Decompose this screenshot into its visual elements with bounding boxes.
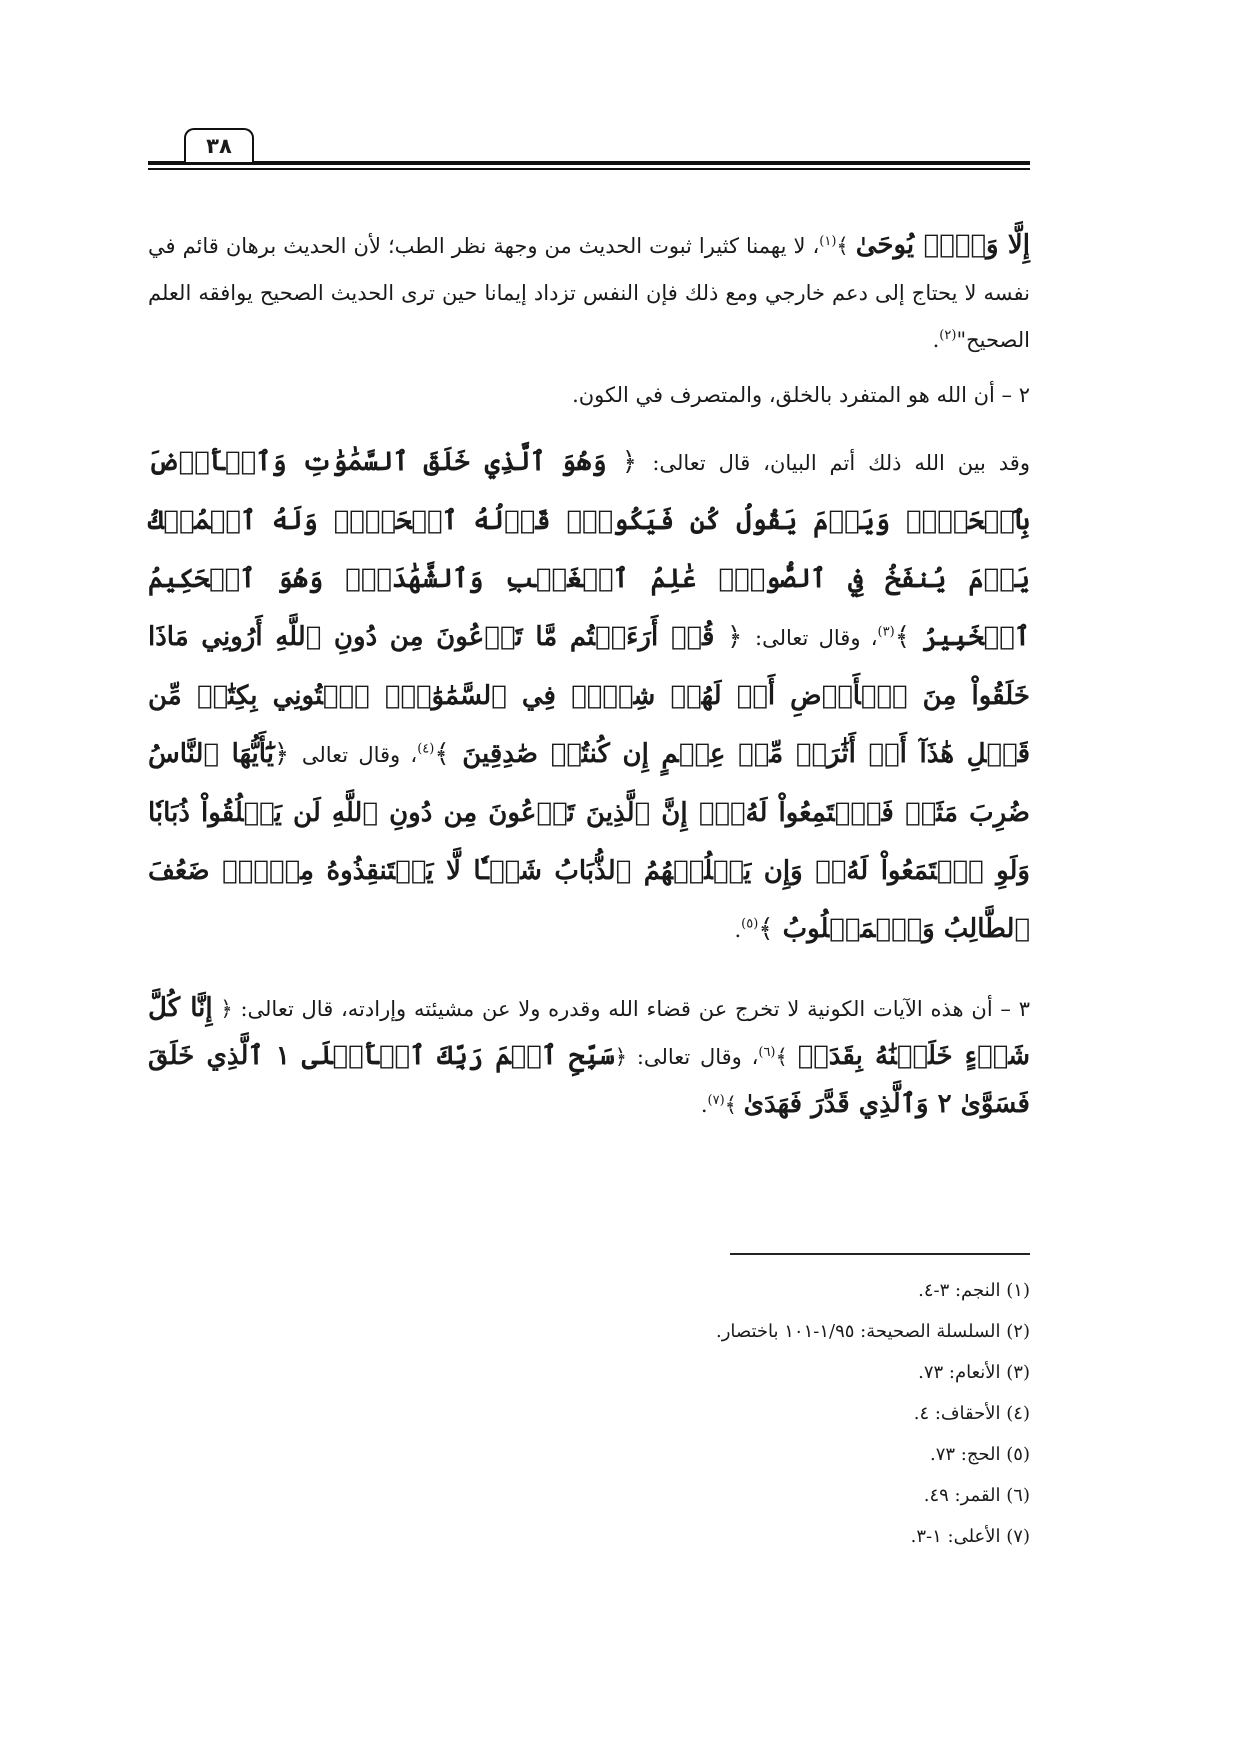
- verse-close-ornament: ﴾: [758, 914, 774, 944]
- quran-verse-hajj: يَٰٓأَيُّهَا ٱلنَّاسُ ضُرِبَ مَثَلٞ فَٱسۡتَمِعُواْ لَهُۥٓۚ إِنَّ ٱلَّذِينَ تَدۡعُونَ مِن دُونِ ٱللَّهِ لَن يَخۡلُقُواْ ذُبَابٗا وَلَوِ ٱجۡتَمَعُواْ لَهُۥۖ وَإِن يَسۡلُبۡهُمُ ٱلذُّبَابُ شَيۡـٔٗا لَّا يَسۡتَنقِذُوهُ مِنۡهُۚ ضَعُفَ ٱلطَّالِبُ وَٱلۡمَطۡلُوبُ: [148, 739, 1030, 944]
- header-rule-thin: [148, 168, 1030, 170]
- point-2-heading: ٢ – أن الله هو المتفرد بالخلق، والمتصرف في الكون.: [572, 383, 1030, 407]
- quran-verse-ahqaf: قُلۡ أَرَءَيۡتُم مَّا تَدۡعُونَ مِن دُونِ ٱللَّهِ أَرُونِي مَاذَا خَلَقُواْ مِنَ ٱلۡأَرۡضِ أَمۡ لَهُمۡ شِرۡكٞ فِي ٱلسَّمَٰوَٰتِۖ ٱئۡتُونِي بِكِتَٰبٖ مِّن قَبۡلِ هَٰذَآ أَوۡ أَثَٰرَةٖ مِّنۡ عِلۡمٍ إِن كُنتُمۡ صَٰدِقِينَ: [148, 622, 1030, 769]
- footnote-ref-5: (٥): [741, 916, 759, 932]
- footnote-6: (٦) القمر: ٤٩.: [923, 1485, 1030, 1506]
- footnote-3: (٣) الأنعام: ٧٣.: [918, 1362, 1030, 1383]
- paragraph-decree: ٣ – أن هذه الآيات الكونية لا تخرج عن قضاء الله وقدره ولا عن مشيئته وإرادته، قال تعالى: ﴿ إِنَّا كُلَّ شَيۡءٍ خَلَقۡنَٰهُ بِقَدَرٖ ﴾$^{(٦)}$، وقال تعالى: ﴿سَبِّحِ ٱسۡمَ رَبِّكَ ٱلۡأَعۡلَى ١ ٱلَّذِي خَلَقَ فَسَوَّىٰ ٢ وَٱلَّذِي قَدَّرَ فَهَدَىٰ ﴾$^{(٧)}$.: [148, 993, 1030, 1119]
- connector-text: ، وقال تعالى:: [755, 626, 878, 650]
- footnote-ref-2: (٢): [939, 328, 957, 343]
- page-body: [148, 222, 1030, 1129]
- footnote-5: (٥) الحج: ٧٣.: [929, 1444, 1030, 1465]
- footnote-ref-1: (١): [819, 234, 837, 249]
- footnote-ref-4: (٤): [417, 741, 435, 757]
- quran-verse-qamar: إِنَّا كُلَّ شَيۡءٍ خَلَقۡنَٰهُ بِقَدَرٖ: [148, 993, 1030, 1071]
- verse-open-ornament: ﴿: [273, 739, 290, 769]
- header-rule-thick: [148, 161, 1030, 165]
- quran-verse-najm: إِلَّا وَحۡيٞ يُوحَىٰ: [855, 230, 1030, 260]
- footnotes: [148, 1270, 1030, 1557]
- verse-close-ornament: ﴾: [775, 1045, 788, 1069]
- verse-close-ornament: ﴾: [894, 622, 910, 652]
- verse-close-ornament: ﴾: [724, 1093, 737, 1117]
- page-number: ٣٨: [206, 134, 232, 158]
- intro-text: وقد بين الله ذلك أتم البيان، قال تعالى:: [652, 451, 1030, 475]
- verse-open-ornament: ﴿: [614, 1045, 628, 1069]
- page-header: [148, 128, 1030, 168]
- footnote-7: (٧) الأعلى: ١-٣.: [910, 1526, 1030, 1547]
- connector-text: ، وقال تعالى:: [636, 1045, 759, 1069]
- footnote-ref-6: (٦): [758, 1045, 776, 1060]
- footnote-1: (١) النجم: ٣-٤.: [918, 1280, 1030, 1301]
- verse-close-ornament: ﴾: [836, 234, 849, 258]
- quran-verse-ala: سَبِّحِ ٱسۡمَ رَبِّكَ ٱلۡأَعۡلَى ١ ٱلَّذِي خَلَقَ فَسَوَّىٰ ٢ وَٱلَّذِي قَدَّرَ فَهَدَىٰ: [148, 1041, 1030, 1119]
- footnote-4: (٤) الأحقاف: ٤.: [913, 1403, 1030, 1424]
- point-3-text: ٣ – أن هذه الآيات الكونية لا تخرج عن قضاء الله وقدره ولا عن مشيئته وإرادته، قال تعالى:: [240, 997, 1030, 1021]
- quran-verse-anam: وَهُوَ ٱلَّذِي خَلَقَ ٱلسَّمَٰوَٰتِ وَٱلۡأَرۡضَ بِٱلۡحَقِّۖ وَيَوۡمَ يَقُولُ كُن فَيَكُونُۚ قَوۡلُهُ ٱلۡحَقُّۚ وَلَهُ ٱلۡمُلۡكُ يَوۡمَ يُنفَخُ فِي ٱلصُّورِۚ عَٰلِمُ ٱلۡغَيۡبِ وَٱلشَّهَٰدَةِۚ وَهُوَ ٱلۡحَكِيمُ ٱلۡخَبِيرُ: [148, 447, 1030, 652]
- paragraph-hadith-proof: إِلَّا وَحۡيٞ يُوحَىٰ ﴾$^{(١)}$، لا يهمنا كثيرا ثبوت الحديث من وجهة نظر الطب؛ لأن الحديث برهان قائم في نفسه لا يحتاج إلى دعم خارجي ومع ذلك فإن النفس تزداد إيمانا حين ترى الحديث الصحيح يوافقه العلم الصحيح"$^{(٢)}$.: [148, 230, 1030, 352]
- paragraph-creation-verses: وقد بين الله ذلك أتم البيان، قال تعالى: ﴿ وَهُوَ ٱلَّذِي خَلَقَ ٱلسَّمَٰوَٰتِ وَٱلۡأَرۡضَ بِٱلۡحَقِّۖ وَيَوۡمَ يَقُولُ كُن فَيَكُونُۚ قَوۡلُهُ ٱلۡحَقُّۚ وَلَهُ ٱلۡمُلۡكُ يَوۡمَ يُنفَخُ فِي ٱلصُّورِۚ عَٰلِمُ ٱلۡغَيۡبِ وَٱلشَّهَٰدَةِۚ وَهُوَ ٱلۡحَكِيمُ ٱلۡخَبِيرُ ﴾$^{(٣)}$، وقال تعالى: ﴿ قُلۡ أَرَءَيۡتُم مَّا تَدۡعُونَ مِن دُونِ ٱللَّهِ أَرُونِي مَاذَا خَلَقُواْ مِنَ ٱلۡأَرۡضِ أَمۡ لَهُمۡ شِرۡكٞ فِي ٱلسَّمَٰوَٰتِۖ ٱئۡتُونِي بِكِتَٰبٖ مِّن قَبۡلِ هَٰذَآ أَوۡ أَثَٰرَةٖ مِّنۡ عِلۡمٍ إِن كُنتُمۡ صَٰدِقِينَ ﴾$^{(٤)}$، وقال تعالى ﴿يَٰٓأَيُّهَا ٱلنَّاسُ ضُرِبَ مَثَلٞ فَٱسۡتَمِعُواْ لَهُۥٓۚ إِنَّ ٱلَّذِينَ تَدۡعُونَ مِن دُونِ ٱللَّهِ لَن يَخۡلُقُواْ ذُبَابٗا وَلَوِ ٱجۡتَمَعُواْ لَهُۥۖ وَإِن يَسۡلُبۡهُمُ ٱلذُّبَابُ شَيۡـٔٗا لَّا يَسۡتَنقِذُوهُ مِنۡهُۚ ضَعُفَ ٱلطَّالِبُ وَٱلۡمَطۡلُوبُ ﴾$^{(٥)}$.: [148, 447, 1030, 944]
- verse-open-ornament: ﴿: [220, 997, 233, 1021]
- footnote-ref-7: (٧): [707, 1093, 725, 1108]
- footnote-ref-3: (٣): [877, 624, 895, 640]
- paragraph-text: ، لا يهمنا كثيرا ثبوت الحديث من وجهة نظر الطب؛ لأن الحديث برهان قائم في نفسه لا يحتاج إلى دعم خارجي ومع ذلك فإن النفس تزداد إيمانا حين ترى الحديث الصحيح يوافقه العلم الصحيح": [148, 234, 1030, 352]
- footnote-separator: [730, 1253, 1030, 1255]
- verse-open-ornament: ﴿: [621, 447, 638, 477]
- connector-text: ، وقال تعالى: [301, 743, 418, 767]
- verse-open-ornament: ﴿: [727, 622, 743, 652]
- verse-close-ornament: ﴾: [434, 739, 450, 769]
- page-number-badge: [184, 128, 254, 162]
- footnote-2: (٢) السلسلة الصحيحة: ١/٩٥-١٠١ باختصار.: [715, 1321, 1030, 1342]
